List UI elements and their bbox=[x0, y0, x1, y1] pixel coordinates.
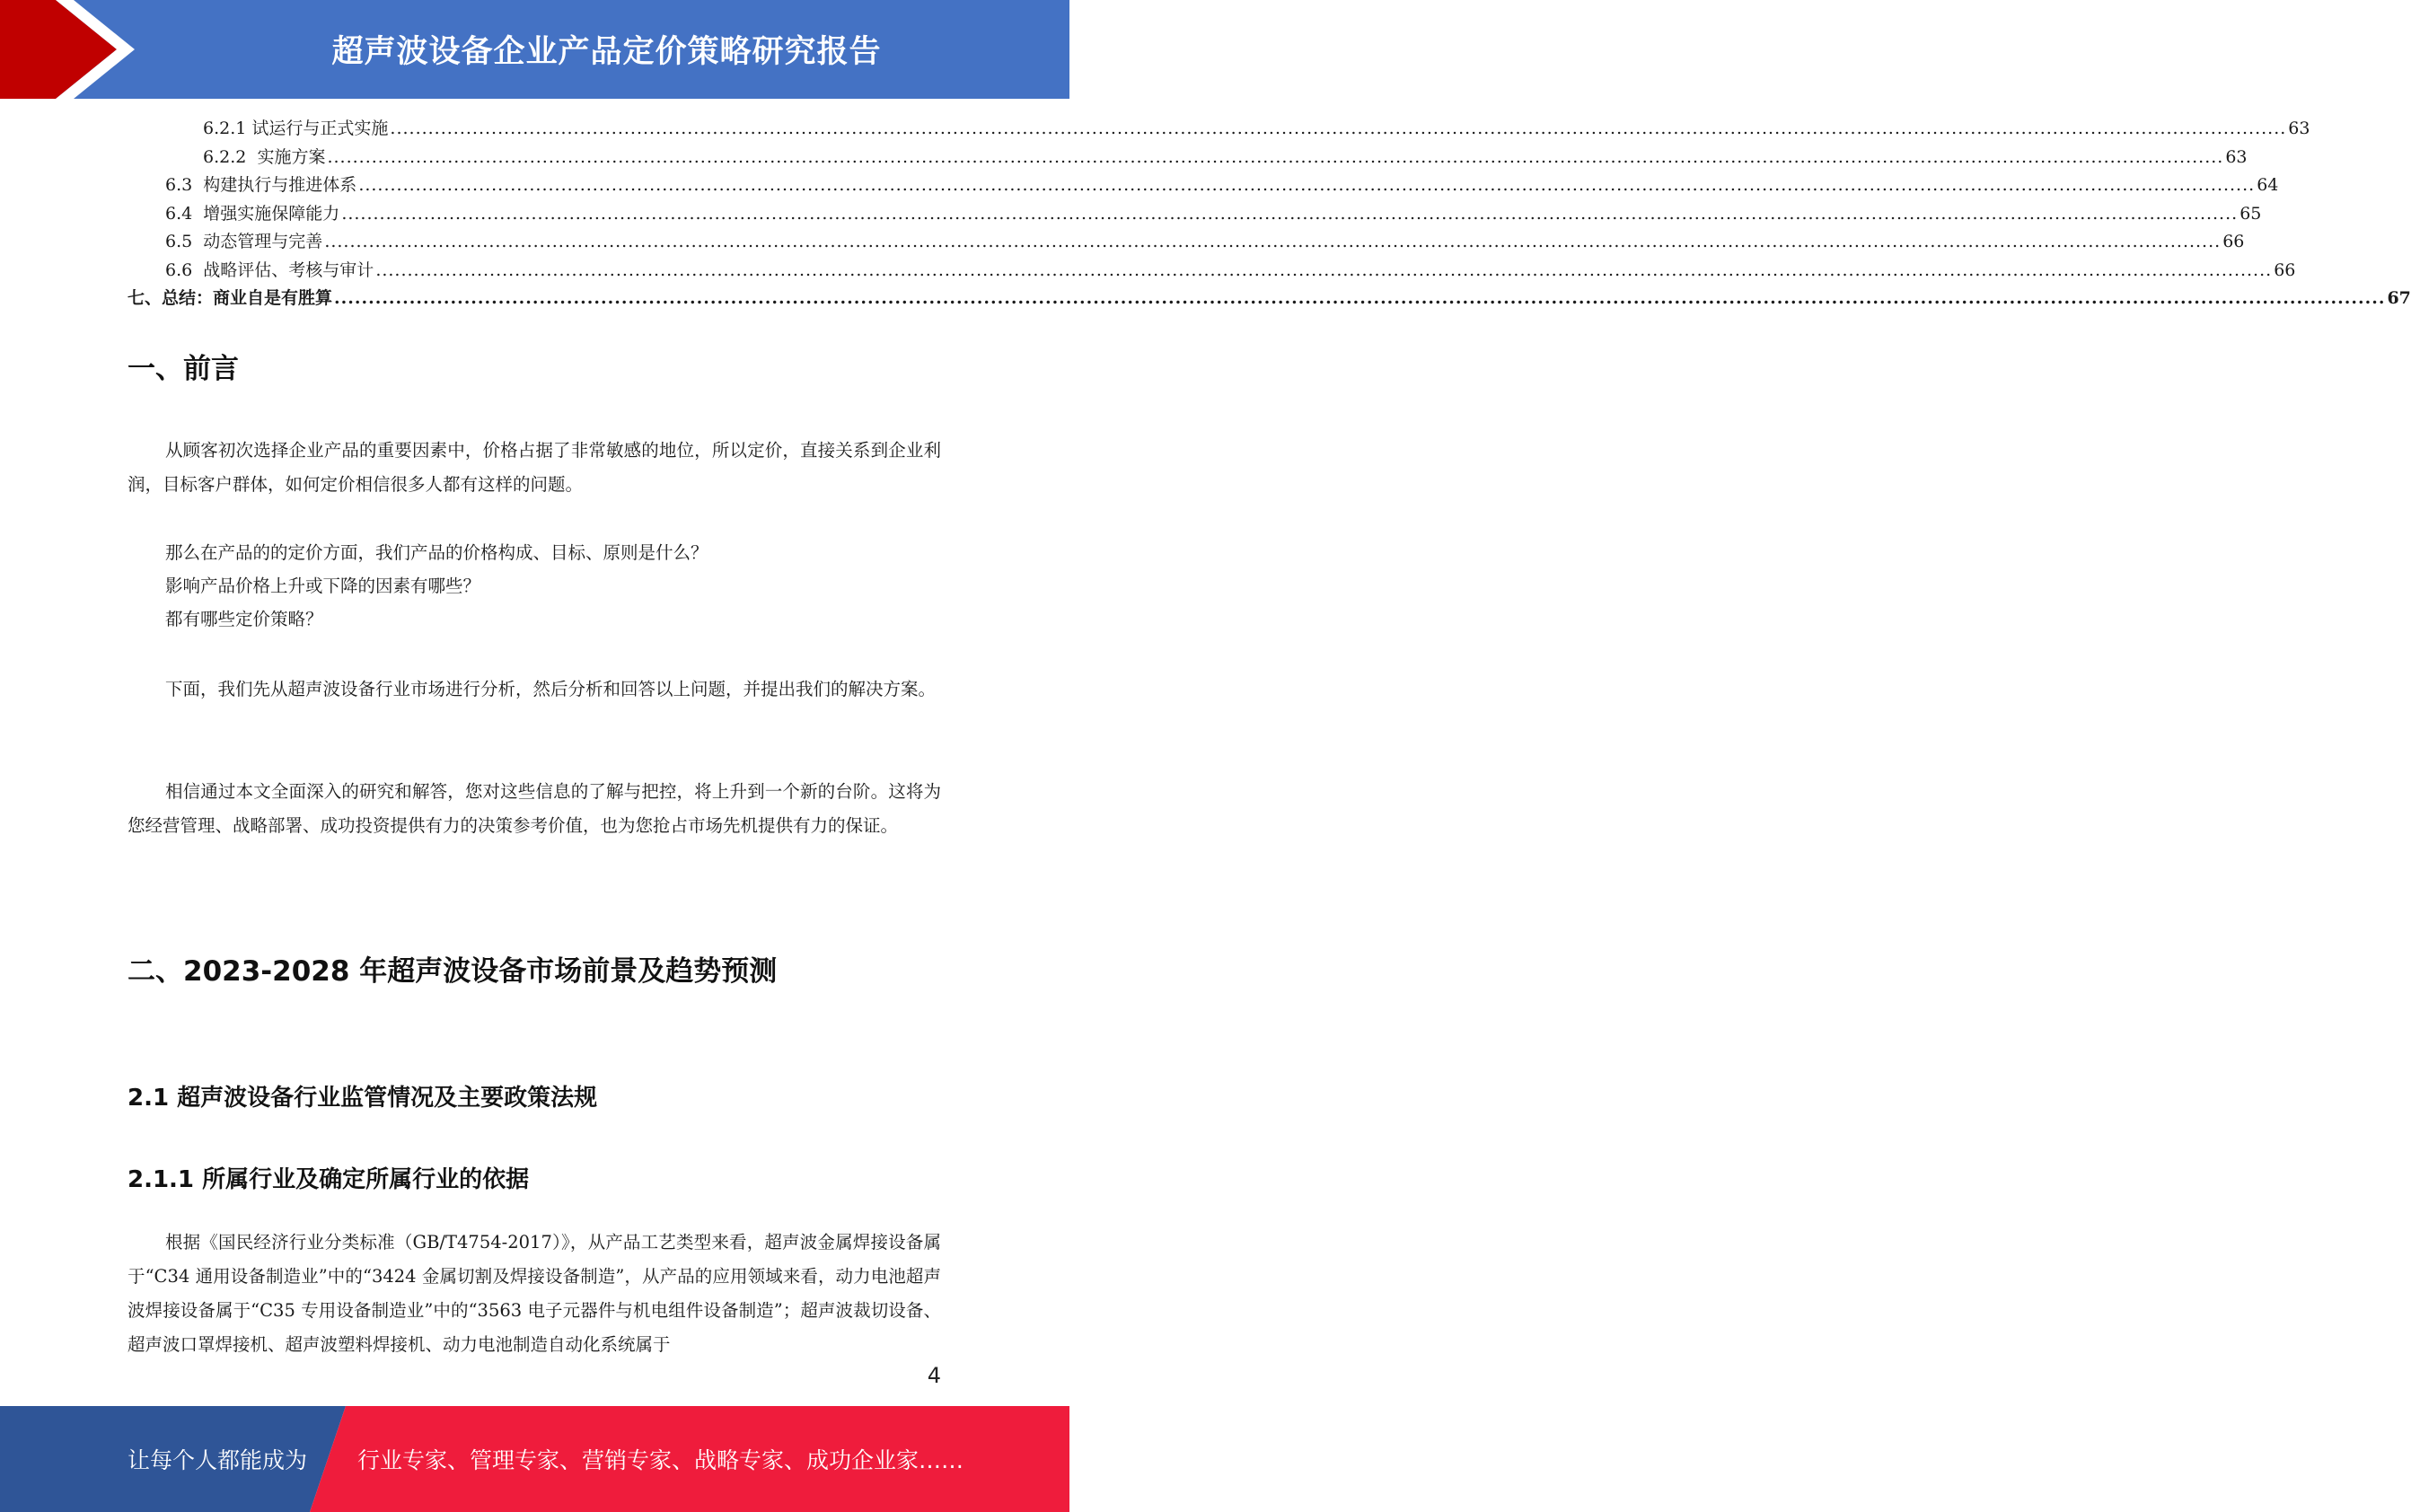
toc-entry-page: 67 bbox=[2387, 288, 2411, 308]
preface-paragraph-1: 从顾客初次选择企业产品的重要因素中，价格占据了非常敏感的地位，所以定价，直接关系到企业利润，目标客户群体，如何定价相信很多人都有这样的问题。 bbox=[128, 440, 941, 495]
header-arrow-decoration bbox=[0, 0, 153, 99]
toc-entry[interactable] bbox=[128, 285, 2411, 313]
preface-question-2: 影响产品价格上升或下降的因素有哪些？ bbox=[165, 576, 481, 596]
toc-dot-leader: ............................................................................................................................................................................................................................................................................................................ bbox=[358, 175, 2256, 195]
toc-entry-title: 增强实施保障能力 bbox=[203, 203, 340, 224]
report-title: 超声波设备企业产品定价策略研究报告 bbox=[331, 34, 882, 70]
toc-dot-leader: ............................................................................................................................................................................................................................................................................................................ bbox=[327, 146, 2224, 167]
section-2-1-heading: 2.1 超声波设备行业监管情况及主要政策法规 bbox=[128, 1085, 598, 1112]
toc-entry-title: 试运行与正式实施 bbox=[251, 119, 389, 138]
toc-entry-page: 66 bbox=[2222, 232, 2245, 251]
toc-entry-number: 6.5 bbox=[165, 232, 204, 251]
page-number: 4 bbox=[927, 1363, 941, 1388]
toc-entry-page: 65 bbox=[2239, 203, 2262, 224]
toc-entry-page: 64 bbox=[2257, 175, 2279, 195]
preface-question-3: 都有哪些定价策略？ bbox=[165, 609, 323, 629]
preface-heading: 一、前言 bbox=[128, 353, 239, 385]
toc-entry[interactable] bbox=[128, 257, 2296, 286]
toc-entry-page: 66 bbox=[2274, 259, 2296, 280]
toc-entry[interactable] bbox=[128, 228, 2245, 257]
footer-slogan-right: 行业专家、管理专家、营销专家、战略专家、成功企业家…… bbox=[357, 1447, 964, 1473]
toc-entry[interactable] bbox=[128, 144, 2248, 172]
toc-entry-number: 6.2.2 bbox=[203, 146, 258, 167]
toc-dot-leader: ............................................................................................................................................................................................................................................................................................................ bbox=[334, 288, 2386, 308]
report-header bbox=[0, 0, 1069, 99]
toc-entry-number: 6.4 bbox=[165, 203, 204, 224]
preface-question-1: 那么在产品的的定价方面，我们产品的价格构成、目标、原则是什么？ bbox=[165, 542, 708, 563]
toc-dot-leader: ............................................................................................................................................................................................................................................................................................................ bbox=[324, 232, 2222, 251]
section-2-1-1-paragraph: 根据《国民经济行业分类标准（GB/T4754-2017）》，从产品工艺类型来看，超声波金属焊接设备属于“C34 通用设备制造业”中的“3424 金属切割及焊接设备制造”，从产品的应用领域来看，动力电池超声波焊接设备属于“C35 专用设备制造业”中的“3563 电子元器件与机电组件设备制造”；超声波裁切设备、超声波口罩焊接机、超声波塑料焊接机、动力电池制造自动化系统属于 bbox=[128, 1232, 941, 1355]
toc-dot-leader: ............................................................................................................................................................................................................................................................................................................ bbox=[390, 119, 2287, 138]
table-of-contents bbox=[128, 115, 2411, 313]
toc-entry-page: 63 bbox=[2225, 146, 2248, 167]
toc-entry[interactable] bbox=[128, 200, 2262, 229]
toc-dot-leader: ............................................................................................................................................................................................................................................................................................................ bbox=[341, 203, 2239, 224]
footer-slogan-left: 让每个人都能成为 bbox=[128, 1447, 308, 1473]
report-footer bbox=[0, 1406, 1069, 1512]
toc-entry-title: 构建执行与推进体系 bbox=[203, 175, 357, 195]
toc-entry[interactable] bbox=[128, 171, 2279, 200]
preface-paragraph-3: 相信通过本文全面深入的研究和解答，您对这些信息的了解与把控，将上升到一个新的台阶。这将为您经营管理、战略部署、成功投资提供有力的决策参考价值，也为您抢占市场先机提供有力的保证。 bbox=[128, 781, 941, 836]
toc-entry-number: 6.3 bbox=[165, 175, 204, 195]
toc-entry-number: 6.6 bbox=[165, 259, 204, 280]
toc-entry-title: 七、总结：商业自是有胜算 bbox=[128, 288, 333, 308]
preface-paragraph-2: 下面，我们先从超声波设备行业市场进行分析，然后分析和回答以上问题，并提出我们的解决方案。 bbox=[165, 679, 937, 699]
chapter-2-heading: 二、2023-2028 年超声波设备市场前景及趋势预测 bbox=[128, 955, 778, 988]
section-2-1-1-heading: 2.1.1 所属行业及确定所属行业的依据 bbox=[128, 1166, 530, 1193]
toc-entry-title: 战略评估、考核与审计 bbox=[203, 259, 374, 280]
toc-entry-number: 6.2.1 bbox=[203, 119, 252, 138]
toc-entry-title: 动态管理与完善 bbox=[203, 232, 323, 251]
toc-entry-page: 63 bbox=[2288, 119, 2310, 138]
toc-entry-title: 实施方案 bbox=[257, 146, 326, 167]
toc-entry[interactable] bbox=[128, 115, 2310, 144]
toc-dot-leader: ............................................................................................................................................................................................................................................................................................................ bbox=[375, 259, 2273, 280]
